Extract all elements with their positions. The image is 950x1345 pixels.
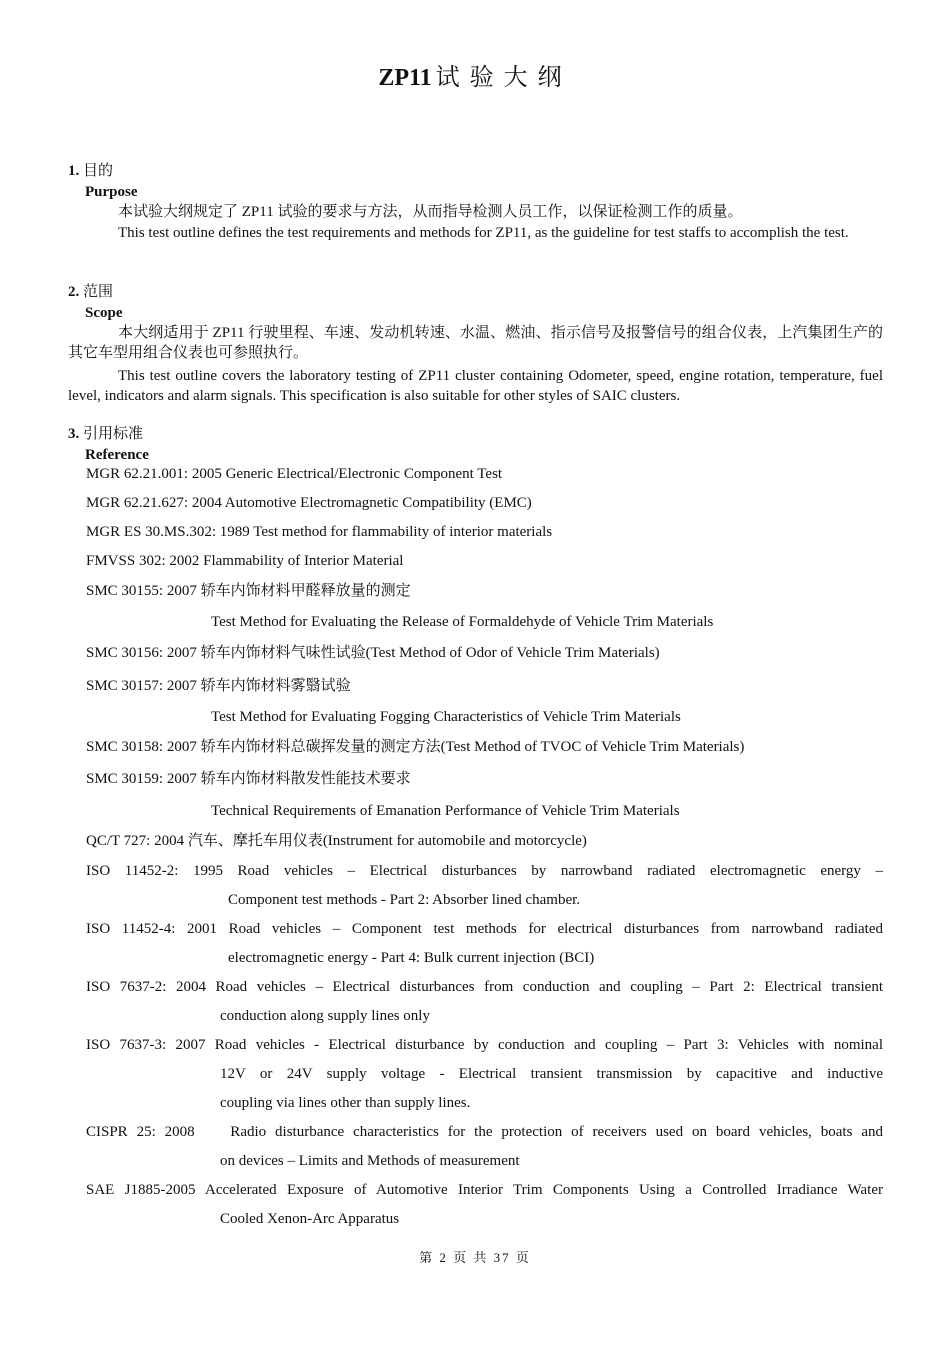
reference-item: SMC 30159: 2007 轿车内饰材料散发性能技术要求	[86, 771, 411, 787]
reference-item-translation: Test Method for Evaluating the Release of Formaldehyde of Vehicle Trim Materials	[211, 614, 714, 630]
section-1-heading: 1. 目的	[68, 163, 114, 179]
reference-item-iso11452-2: ISO 11452-2: 1995 Road vehicles – Electrical disturbances by narrowband radiated electromagnetic energy – Component test methods - Part 2: Absorber lined chamber.	[86, 863, 883, 908]
reference-item-iso7637-3: ISO 7637-3: 2007 Road vehicles - Electrical disturbance by conduction and coupling – Part 3: Vehicles with nominal 12V or 24V supply voltage - Electrical transient transmission by capacitive and inductive coupling via lines other than supply lines.	[86, 1037, 883, 1111]
section-1-subheading: Purpose	[85, 184, 138, 200]
document-title	[0, 62, 950, 94]
page-footer: 第 2 页 共 37 页	[419, 1250, 531, 1265]
reference-item: MGR 62.21.627: 2004 Automotive Electromagnetic Compatibility (EMC)	[86, 495, 532, 511]
reference-item-cispr25: CISPR 25: 2008 Radio disturbance characteristics for the protection of receivers used on board vehicles, boats and on devices – Limits and Methods of measurement	[86, 1124, 883, 1169]
reference-item: FMVSS 302: 2002 Flammability of Interior Material	[86, 553, 404, 569]
purpose-text-cn: 本试验大纲规定了 ZP11 试验的要求与方法，从而指导检测人员工作，以保证检测工作的质量。	[118, 204, 743, 220]
reference-item-translation: Technical Requirements of Emanation Performance of Vehicle Trim Materials	[211, 803, 680, 819]
title-text: 试验大纲	[435, 65, 572, 91]
section-2-heading: 2. 范围	[68, 284, 114, 300]
title-code: ZP11	[378, 65, 432, 91]
purpose-text-en: This test outline defines the test requirements and methods for ZP11, as the guideline for test staffs to accomplish the test.	[118, 225, 849, 241]
reference-item-sae-j1885: SAE J1885-2005 Accelerated Exposure of Automotive Interior Trim Components Using a Controlled Irradiance Water Cooled Xenon-Arc Apparatus	[86, 1182, 883, 1227]
reference-item: SMC 30156: 2007 轿车内饰材料气味性试验(Test Method of Odor of Vehicle Trim Materials)	[86, 645, 660, 661]
reference-item-translation: Test Method for Evaluating Fogging Characteristics of Vehicle Trim Materials	[211, 709, 681, 725]
reference-item: MGR ES 30.MS.302: 1989 Test method for flammability of interior materials	[86, 524, 553, 540]
section-2-subheading: Scope	[85, 305, 123, 321]
reference-item-iso7637-2: ISO 7637-2: 2004 Road vehicles – Electrical disturbances from conduction and coupling – Part 2: Electrical transient conduction along supply lines only	[86, 979, 883, 1024]
reference-item: SMC 30158: 2007 轿车内饰材料总碳挥发量的测定方法(Test Method of TVOC of Vehicle Trim Materials)	[86, 739, 745, 755]
scope-text-cn: 本大纲适用于 ZP11 行驶里程、车速、发动机转速、水温、燃油、指示信号及报警信号的组合仪表，上汽集团生产的其它车型用组合仪表也可参照执行。	[68, 325, 883, 361]
reference-item: SMC 30157: 2007 轿车内饰材料雾翳试验	[86, 678, 351, 694]
scope-text-en: This test outline covers the laboratory testing of ZP11 cluster containing Odometer, speed, engine rotation, temperature, fuel level, indicators and alarm signals. This specification is also suitable for other styles of SAIC clusters.	[68, 368, 883, 404]
reference-item: QC/T 727: 2004 汽车、摩托车用仪表(Instrument for automobile and motorcycle)	[86, 833, 587, 849]
section-3-heading: 3. 引用标准	[68, 426, 144, 442]
reference-item: MGR 62.21.001: 2005 Generic Electrical/Electronic Component Test	[86, 466, 503, 482]
reference-item-iso11452-4: ISO 11452-4: 2001 Road vehicles – Component test methods for electrical disturbances from narrowband radiated electromagnetic energy - Part 4: Bulk current injection (BCI)	[86, 921, 883, 966]
reference-item: SMC 30155: 2007 轿车内饰材料甲醛释放量的测定	[86, 583, 411, 599]
section-3-subheading: Reference	[85, 447, 149, 463]
